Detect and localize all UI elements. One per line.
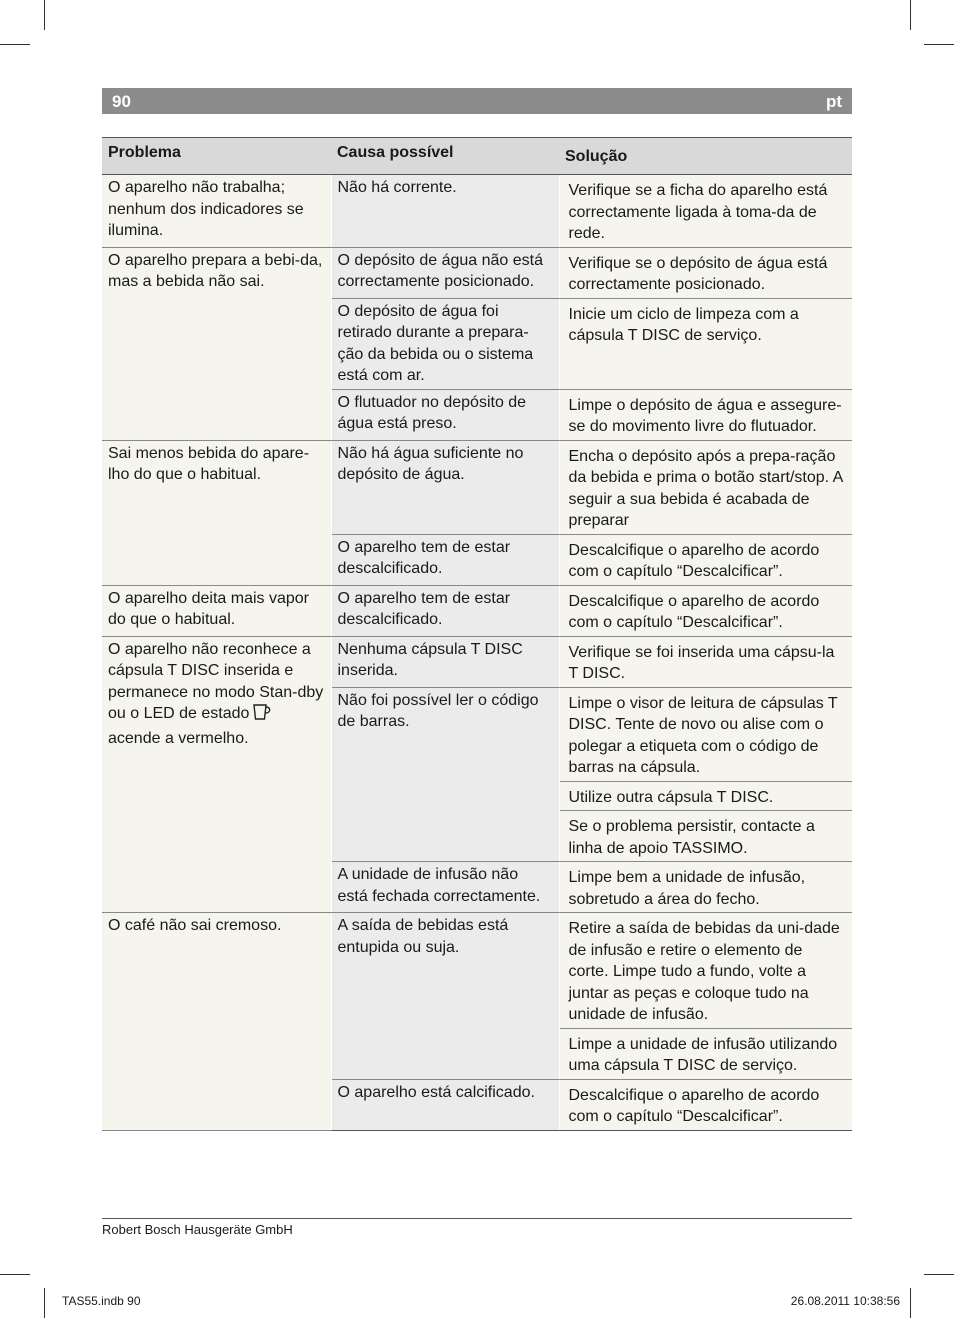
footer-company: Robert Bosch Hausgeräte GmbH xyxy=(102,1222,293,1237)
page-number: 90 xyxy=(112,92,131,111)
cause-cell: O aparelho tem de estar descalcificado. xyxy=(331,585,559,636)
crop-mark xyxy=(924,44,954,45)
table-row xyxy=(102,247,852,298)
problem-text: O aparelho prepara a bebi-da, mas a bebida não sai. xyxy=(108,251,323,290)
problem-cell xyxy=(102,247,331,440)
table-row xyxy=(102,175,852,248)
crop-mark xyxy=(910,1288,911,1318)
solution-cell: Descalcifique o aparelho de acordo com o capítulo “Descalcificar”. xyxy=(559,585,852,636)
solution-cell: Limpe bem a unidade de infusão, sobretudo a área do fecho. xyxy=(559,862,852,913)
solution-cell: Limpe o visor de leitura de cápsulas T DISC. Tente de novo ou alise com o polegar a etiqueta com o código de barras na cápsula. xyxy=(559,687,852,781)
cause-cell: A saída de bebidas está entupida ou suja. xyxy=(331,913,559,1080)
problem-text-continued: acende a vermelho. xyxy=(108,729,249,747)
problem-cell xyxy=(102,440,331,585)
cause-cell: O depósito de água não está correctamente posicionado. xyxy=(331,247,559,298)
problem-cell xyxy=(102,175,331,248)
cause-cell: Nenhuma cápsula T DISC inserida. xyxy=(331,636,559,687)
cause-cell: Não há água suficiente no depósito de água. xyxy=(331,440,559,534)
solution-cell: Limpe a unidade de infusão utilizando uma cápsula T DISC de serviço. xyxy=(559,1028,852,1079)
crop-mark xyxy=(910,0,911,30)
troubleshooting-table xyxy=(102,137,852,1131)
table-row xyxy=(102,636,852,687)
cause-cell: O flutuador no depósito de água está preso. xyxy=(331,389,559,440)
cause-cell: O depósito de água foi retirado durante a prepara-ção da bebida ou o sistema está com ar. xyxy=(331,298,559,389)
problem-text: O aparelho não reconhece a cápsula T DISC inserida e permanece no modo Stan-dby ou o LED de estado xyxy=(108,640,324,722)
language-code: pt xyxy=(825,92,842,111)
solution-cell: Verifique se o depósito de água está correctamente posicionado. xyxy=(559,247,852,298)
problem-text: Sai menos bebida do apare-lho do que o habitual. xyxy=(108,444,310,483)
page-header-bar xyxy=(102,88,852,114)
table-body xyxy=(102,175,852,1131)
solution-cell: Descalcifique o aparelho de acordo com o capítulo “Descalcificar”. xyxy=(559,1079,852,1130)
cause-cell: O aparelho está calcificado. xyxy=(331,1079,559,1130)
crop-mark xyxy=(0,1274,30,1275)
footer-rule xyxy=(102,1218,852,1219)
table-row xyxy=(102,585,852,636)
cause-cell: O aparelho tem de estar descalcificado. xyxy=(331,534,559,585)
solution-cell: Limpe o depósito de água e assegure-se do movimento livre do flutuador. xyxy=(559,389,852,440)
column-header-problem: Problema xyxy=(102,138,331,175)
slug-file: TAS55.indb 90 xyxy=(62,1294,141,1308)
column-header-solution: Solução xyxy=(559,138,852,175)
solution-cell: Inicie um ciclo de limpeza com a cápsula T DISC de serviço. xyxy=(559,298,852,389)
slug-timestamp: 26.08.2011 10:38:56 xyxy=(790,1294,900,1308)
problem-text: O café não sai cremoso. xyxy=(108,917,282,934)
problem-cell xyxy=(102,636,331,913)
solution-cell: Se o problema persistir, contacte a linha de apoio TASSIMO. xyxy=(559,811,852,862)
cause-cell: Não há corrente. xyxy=(331,175,559,248)
solution-cell: Verifique se a ficha do aparelho está correctamente ligada à toma-da de rede. xyxy=(559,175,852,248)
solution-cell: Encha o depósito após a prepa-ração da bebida e prima o botão start/stop. A seguir a sua bebida é acabada de preparar xyxy=(559,440,852,534)
problem-cell xyxy=(102,585,331,636)
table-header-row xyxy=(102,138,852,175)
column-header-cause: Causa possível xyxy=(331,138,559,175)
cause-cell: A unidade de infusão não está fechada correctamente. xyxy=(331,862,559,913)
solution-cell: Verifique se foi inserida uma cápsu-la T DISC. xyxy=(559,636,852,687)
cup-icon xyxy=(252,703,272,728)
problem-text: O aparelho não trabalha; nenhum dos indicadores se ilumina. xyxy=(108,179,304,239)
crop-mark xyxy=(44,0,45,30)
crop-mark xyxy=(924,1274,954,1275)
table-row xyxy=(102,913,852,1029)
crop-mark xyxy=(0,44,30,45)
solution-cell: Descalcifique o aparelho de acordo com o capítulo “Descalcificar”. xyxy=(559,534,852,585)
problem-text: O aparelho deita mais vapor do que o habitual. xyxy=(108,589,309,628)
table-row xyxy=(102,440,852,534)
cause-cell: Não foi possível ler o código de barras. xyxy=(331,687,559,862)
problem-cell xyxy=(102,913,331,1131)
solution-cell: Retire a saída de bebidas da uni-dade de infusão e retire o elemento de corte. Limpe tudo a fundo, volte a juntar as peças e coloque tudo na unidade de infusão. xyxy=(559,913,852,1029)
crop-mark xyxy=(44,1288,45,1318)
solution-cell: Utilize outra cápsula T DISC. xyxy=(559,781,852,811)
